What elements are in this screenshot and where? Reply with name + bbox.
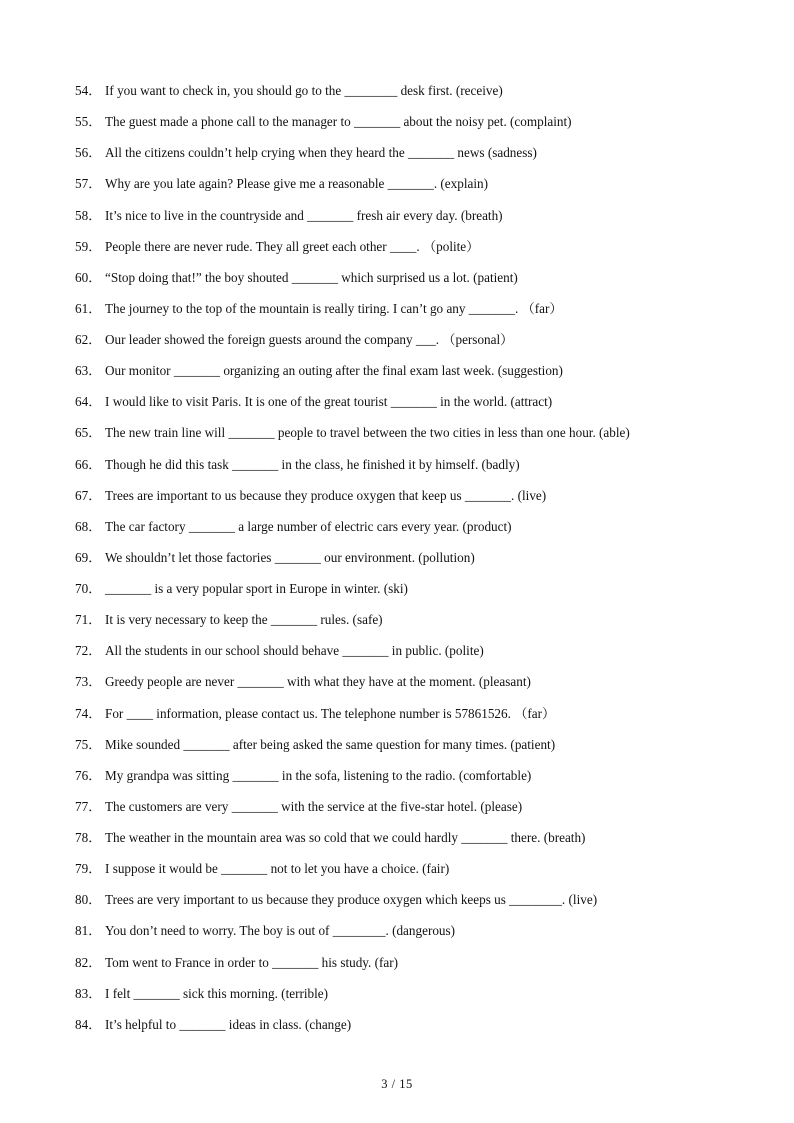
question-item	[75, 829, 775, 860]
question-text: For ____ information, please contact us. The telephone number is 57861526. （far）	[105, 705, 556, 721]
question-number: 75．	[75, 736, 102, 752]
question-item	[75, 82, 775, 113]
question-text: Greedy people are never _______ with what they have at the moment. (pleasant)	[105, 674, 531, 690]
question-text: If you want to check in, you should go to the ________ desk first. (receive)	[105, 83, 503, 98]
question-text: It is very necessary to keep the _______ rules. (safe)	[105, 612, 383, 628]
question-item	[75, 300, 775, 331]
question-text: All the students in our school should behave _______ in public. (polite)	[105, 643, 484, 659]
question-item	[75, 207, 775, 238]
question-item	[75, 424, 775, 455]
question-number: 59．	[75, 238, 102, 254]
question-number: 55．	[75, 114, 102, 130]
question-item	[75, 922, 775, 953]
question-item	[75, 891, 775, 922]
question-text: Mike sounded _______ after being asked the same question for many times. (patient)	[105, 736, 556, 752]
question-text: Tom went to France in order to _______ his study. (far)	[105, 954, 399, 970]
question-text: Trees are important to us because they produce oxygen that keep us _______. (live)	[105, 487, 547, 503]
question-item	[75, 549, 775, 580]
question-item	[75, 611, 775, 642]
question-item	[75, 642, 775, 673]
question-number: 76．	[75, 767, 102, 783]
question-text: My grandpa was sitting _______ in the sofa, listening to the radio. (comfortable)	[105, 767, 532, 783]
question-number: 62．	[75, 332, 102, 347]
question-item	[75, 673, 775, 704]
page-number: 3 / 15	[381, 1077, 413, 1091]
question-number: 68．	[75, 518, 102, 534]
question-number: 63．	[75, 363, 102, 379]
question-number: 74．	[75, 705, 102, 721]
question-text: The customers are very _______ with the service at the five-star hotel. (please)	[105, 798, 523, 814]
question-number: 73．	[75, 674, 102, 690]
question-item	[75, 860, 775, 891]
question-item	[75, 1016, 775, 1047]
question-item	[75, 580, 775, 611]
question-number: 82．	[75, 954, 102, 970]
question-number: 69．	[75, 549, 102, 565]
question-text: I felt _______ sick this morning. (terrible)	[105, 985, 329, 1001]
question-item	[75, 113, 775, 144]
question-text: “Stop doing that!” the boy shouted _______ which surprised us a lot. (patient)	[105, 269, 518, 285]
question-number: 64．	[75, 394, 102, 410]
question-text: The new train line will _______ people to travel between the two cities in less than one hour. (able)	[105, 425, 630, 441]
question-number: 57．	[75, 176, 102, 192]
question-text: Our leader showed the foreign guests around the company ___. （personal）	[105, 332, 514, 347]
question-text: The journey to the top of the mountain is really tiring. I can’t go any _______. （far）	[105, 300, 563, 316]
question-text: People there are never rude. They all greet each other ____. （polite）	[105, 238, 480, 254]
question-text: The guest made a phone call to the manager to _______ about the noisy pet. (complaint)	[105, 114, 572, 130]
question-number: 67．	[75, 487, 102, 503]
question-text: All the citizens couldn’t help crying when they heard the _______ news (sadness)	[105, 145, 537, 161]
question-text: The weather in the mountain area was so cold that we could hardly _______ there. (breath)	[105, 830, 586, 845]
question-number: 70．	[75, 581, 102, 596]
question-item	[75, 487, 775, 518]
question-number: 72．	[75, 643, 102, 659]
question-text: It’s nice to live in the countryside and _______ fresh air every day. (breath)	[105, 207, 503, 223]
question-text: I would like to visit Paris. It is one of the great tourist _______ in the world. (attract)	[105, 394, 553, 410]
question-number: 56．	[75, 145, 102, 161]
question-item	[75, 175, 775, 206]
question-number: 79．	[75, 861, 102, 877]
question-text: I suppose it would be _______ not to let you have a choice. (fair)	[105, 861, 450, 877]
question-number: 61．	[75, 300, 102, 316]
question-number: 65．	[75, 425, 102, 441]
question-item	[75, 767, 775, 798]
question-item	[75, 985, 775, 1016]
question-text: Why are you late again? Please give me a reasonable _______. (explain)	[105, 176, 489, 192]
question-item	[75, 144, 775, 175]
question-item	[75, 456, 775, 487]
question-item	[75, 393, 775, 424]
question-item	[75, 518, 775, 549]
question-text: _______ is a very popular sport in Europe in winter. (ski)	[105, 581, 408, 596]
question-number: 84．	[75, 1016, 102, 1032]
question-number: 60．	[75, 269, 102, 285]
question-item	[75, 269, 775, 300]
question-list	[75, 82, 775, 1047]
question-text: You don’t need to worry. The boy is out of ________. (dangerous)	[105, 923, 456, 939]
question-item	[75, 331, 775, 362]
question-item	[75, 736, 775, 767]
question-item	[75, 705, 775, 736]
question-text: Trees are very important to us because they produce oxygen which keeps us ________. (live)	[105, 892, 598, 908]
question-number: 77．	[75, 798, 102, 814]
question-item	[75, 362, 775, 393]
question-text: Though he did this task _______ in the class, he finished it by himself. (badly)	[105, 456, 520, 472]
question-number: 78．	[75, 830, 102, 845]
question-number: 66．	[75, 456, 102, 472]
question-text: It’s helpful to _______ ideas in class. (change)	[105, 1016, 352, 1032]
question-item	[75, 238, 775, 269]
question-number: 83．	[75, 985, 102, 1001]
question-number: 58．	[75, 207, 102, 223]
question-item	[75, 954, 775, 985]
question-text: Our monitor _______ organizing an outing after the final exam last week. (suggestion)	[105, 363, 563, 379]
question-number: 80．	[75, 892, 102, 908]
question-text: The car factory _______ a large number of electric cars every year. (product)	[105, 518, 512, 534]
question-number: 71．	[75, 612, 102, 628]
question-text: We shouldn’t let those factories _______ our environment. (pollution)	[105, 549, 475, 565]
question-item	[75, 798, 775, 829]
question-number: 81．	[75, 923, 102, 939]
question-number: 54．	[75, 83, 102, 98]
